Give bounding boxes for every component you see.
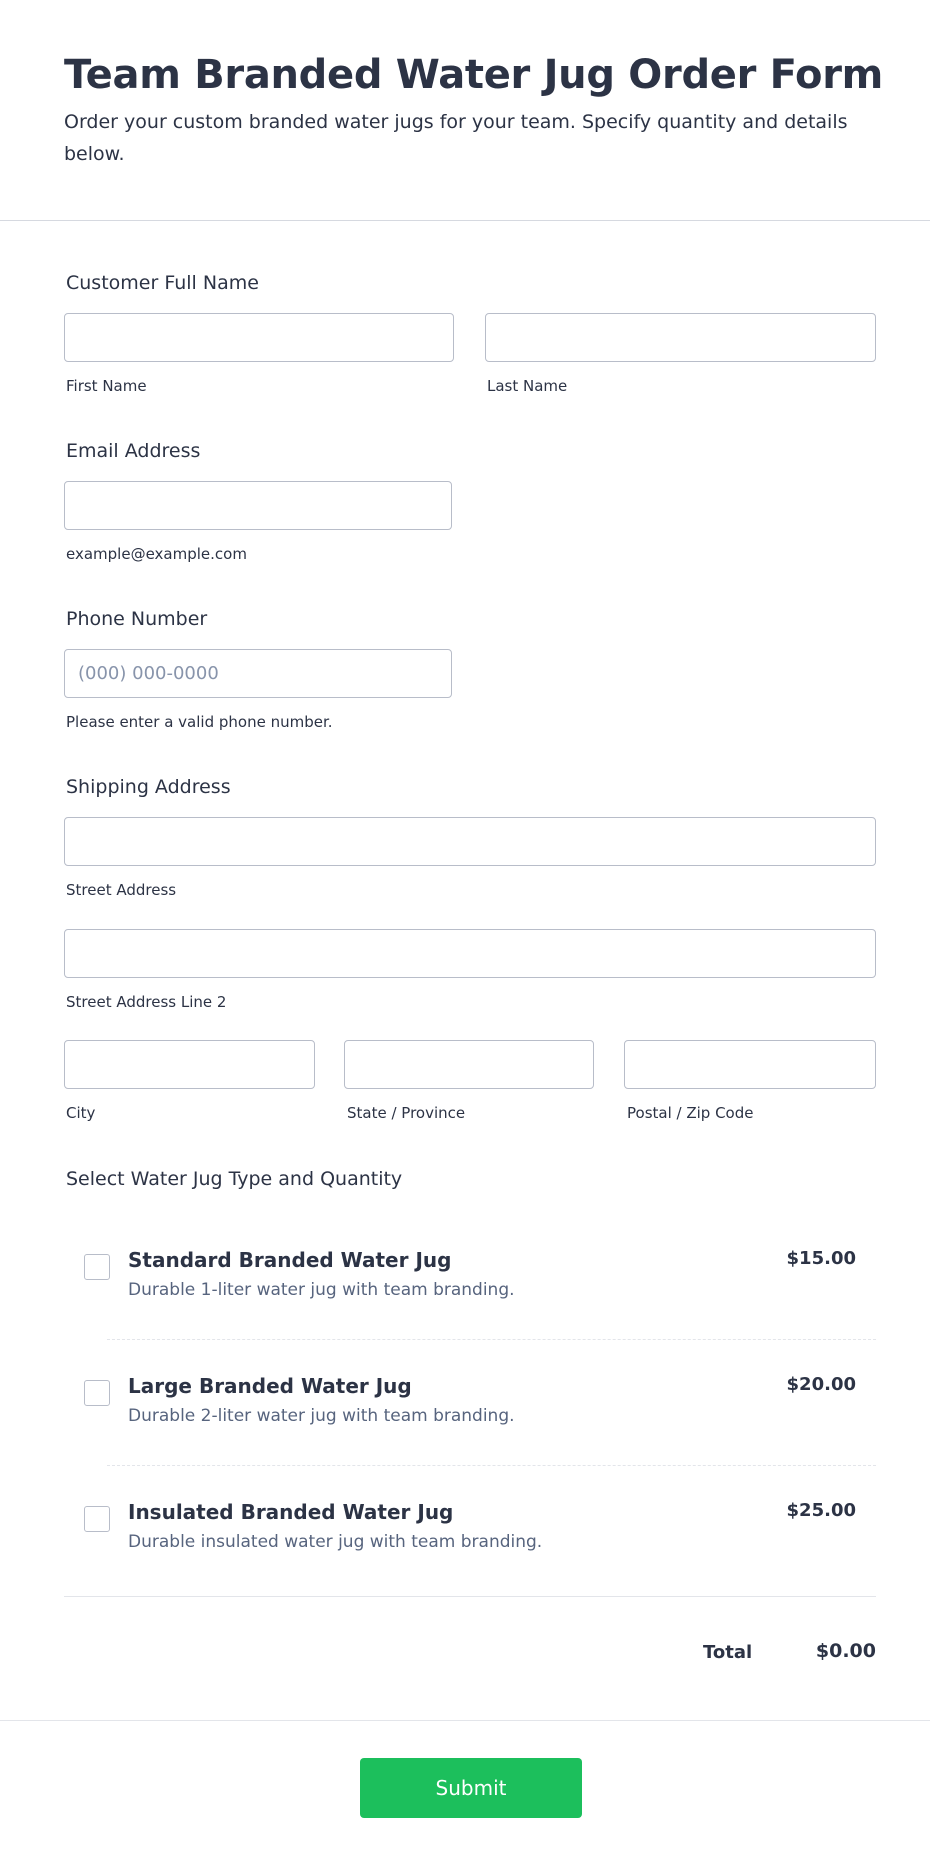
last-name-sublabel: Last Name — [487, 377, 568, 395]
street-address-sublabel: Street Address — [66, 881, 177, 899]
street-address-input[interactable] — [64, 817, 876, 866]
email-input[interactable] — [64, 481, 452, 530]
product-checkbox[interactable] — [84, 1254, 110, 1280]
total-divider — [64, 1596, 876, 1597]
product-option[interactable] — [64, 1222, 876, 1348]
product-option[interactable] — [64, 1348, 876, 1474]
total-label: Total — [703, 1642, 753, 1663]
phone-input[interactable] — [64, 649, 452, 698]
state-sublabel: State / Province — [347, 1104, 466, 1122]
zip-sublabel: Postal / Zip Code — [627, 1104, 754, 1122]
email-sublabel: example@example.com — [66, 545, 247, 563]
product-name: Large Branded Water Jug — [128, 1374, 412, 1398]
product-name: Standard Branded Water Jug — [128, 1248, 452, 1272]
product-description: Durable 2-liter water jug with team branding. — [128, 1406, 515, 1426]
submit-button[interactable]: Submit — [360, 1758, 582, 1818]
page-subtitle: Order your custom branded water jugs for your team. Specify quantity and details below. — [64, 111, 848, 165]
product-description: Durable insulated water jug with team branding. — [128, 1532, 543, 1552]
last-name-input[interactable] — [485, 313, 876, 362]
email-label: Email Address — [66, 440, 201, 462]
product-price: $15.00 — [786, 1248, 856, 1269]
street-address-line2-sublabel: Street Address Line 2 — [66, 993, 227, 1011]
product-divider — [107, 1339, 876, 1340]
zip-input[interactable] — [624, 1040, 876, 1089]
product-checkbox[interactable] — [84, 1380, 110, 1406]
first-name-sublabel: First Name — [66, 377, 147, 395]
product-description: Durable 1-liter water jug with team branding. — [128, 1280, 515, 1300]
city-input[interactable] — [64, 1040, 315, 1089]
phone-sublabel: Please enter a valid phone number. — [66, 713, 333, 731]
product-name: Insulated Branded Water Jug — [128, 1500, 454, 1524]
product-price: $20.00 — [786, 1374, 856, 1395]
products-label: Select Water Jug Type and Quantity — [66, 1168, 403, 1190]
product-divider — [107, 1465, 876, 1466]
full-name-label: Customer Full Name — [66, 272, 259, 294]
page-title: Team Branded Water Jug Order Form — [64, 52, 884, 98]
phone-label: Phone Number — [66, 608, 208, 630]
street-address-line2-input[interactable] — [64, 929, 876, 978]
city-sublabel: City — [66, 1104, 96, 1122]
state-input[interactable] — [344, 1040, 594, 1089]
address-label: Shipping Address — [66, 776, 231, 798]
total-value: $0.00 — [815, 1640, 876, 1662]
form-header — [0, 0, 930, 221]
product-option[interactable] — [64, 1474, 876, 1600]
first-name-input[interactable] — [64, 313, 454, 362]
product-checkbox[interactable] — [84, 1506, 110, 1532]
product-price: $25.00 — [786, 1500, 856, 1521]
